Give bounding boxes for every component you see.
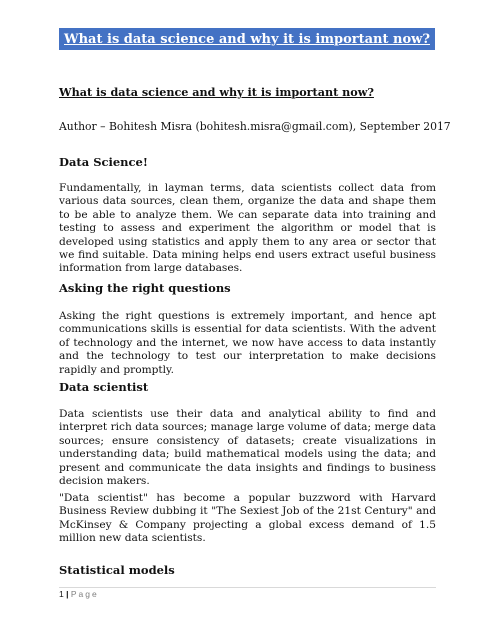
- section-heading-statistical-models: Statistical models: [59, 563, 175, 577]
- page-label: Page: [70, 589, 99, 599]
- author-line: Author – Bohitesh Misra (bohitesh.misra@gmail.com), September 2017: [59, 120, 451, 133]
- paragraph-data-science: Fundamentally, in layman terms, data scientists collect data from various data sources, clean them, organize the data and shape them to be able to analyze them. We can separate data into training and testing to assess and experiment the algorithm or model that is developed using statistics and apply them to any area or sector that we find suitable. Data mining helps end users extract useful business information from large databases.: [59, 182, 436, 275]
- page-footer: [59, 589, 99, 599]
- footer-divider: [59, 587, 436, 588]
- paragraph-right-questions: Asking the right questions is extremely important, and hence apt communications skills is essential for data scientists. With the advent of technology and the internet, we now have access to data instantly and the technology to test our interpretation to make decisions rapidly and promptly.: [59, 310, 436, 376]
- banner-title: What is data science and why it is important now?: [64, 31, 430, 47]
- document-heading: What is data science and why it is important now?: [59, 85, 374, 99]
- paragraph-data-scientist-1: Data scientists use their data and analytical ability to find and interpret rich data sources; manage large volume of data; merge data sources; ensure consistency of datasets; create visualizations in understanding data; build mathematical models using the data; and present and communicate the data insights and findings to business decision makers.: [59, 408, 436, 488]
- section-heading-data-science: Data Science!: [59, 155, 148, 169]
- page-number: 1: [59, 589, 64, 599]
- title-banner: [59, 28, 435, 50]
- section-heading-right-questions: Asking the right questions: [59, 281, 231, 295]
- paragraph-data-scientist-2: "Data scientist" has become a popular buzzword with Harvard Business Review dubbing it "The Sexiest Job of the 21st Century" and McKinsey & Company projecting a global excess demand of 1.5 million new data scientists.: [59, 492, 436, 545]
- footer-separator: |: [66, 589, 69, 599]
- section-heading-data-scientist: Data scientist: [59, 380, 149, 394]
